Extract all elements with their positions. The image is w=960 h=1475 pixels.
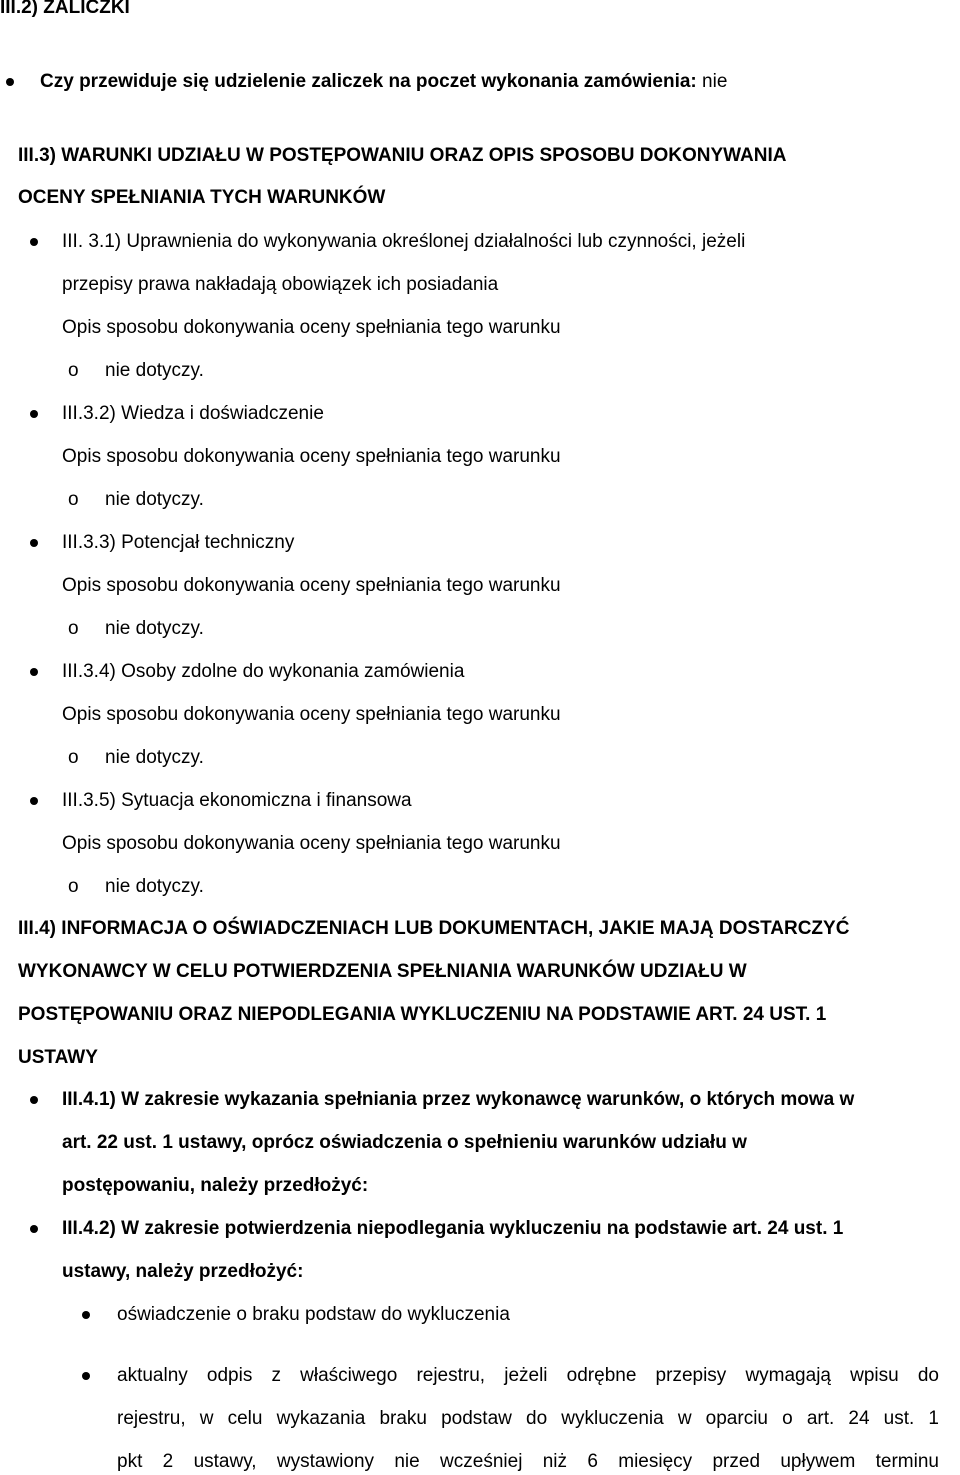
condition-title: III.3.5) Sytuacja ekonomiczna i finansowa — [62, 790, 412, 811]
opis-label: Opis sposobu dokonywania oceny spełniania tego warunku — [62, 446, 561, 467]
document-item: aktualny odpis z właściwego rejestru, jeżeli odrębne przepisy wymagają wpisu do — [117, 1365, 939, 1386]
requirement-title: III.4.1) W zakresie wykazania spełniania przez wykonawcę warunków, o których mowa w — [62, 1089, 855, 1110]
opis-label: Opis sposobu dokonywania oceny spełniania tego warunku — [62, 575, 561, 596]
requirement-title: III.4.2) W zakresie potwierdzenia niepodlegania wykluczeniu na podstawie art. 24 ust. 1 — [62, 1218, 844, 1239]
bullet-icon — [82, 1372, 90, 1380]
section-title-iii4-line4: USTAWY — [18, 1047, 98, 1068]
bullet-icon — [30, 539, 38, 547]
not-applicable: nie dotyczy. — [105, 618, 204, 639]
condition-title: III. 3.1) Uprawnienia do wykonywania określonej działalności lub czynności, jeżeli — [62, 231, 746, 252]
bullet-icon — [30, 1096, 38, 1104]
not-applicable: nie dotyczy. — [105, 876, 204, 897]
circle-bullet-icon: o — [68, 618, 79, 639]
advance-answer: nie — [702, 71, 728, 92]
section-title-iii4-line3: POSTĘPOWANIU ORAZ NIEPODLEGANIA WYKLUCZENIU NA PODSTAWIE ART. 24 UST. 1 — [18, 1004, 827, 1025]
circle-bullet-icon: o — [68, 876, 79, 897]
condition-title-cont: przepisy prawa nakładają obowiązek ich posiadania — [62, 274, 499, 295]
bullet-icon — [30, 668, 38, 676]
document-item-cont: pkt 2 ustawy, wystawiony nie wcześniej niż 6 miesięcy przed upływem terminu — [117, 1451, 939, 1472]
section-title-iii2: III.2) ZALICZKI — [0, 0, 130, 18]
section-title-iii3-line1: III.3) WARUNKI UDZIAŁU W POSTĘPOWANIU ORAZ OPIS SPOSOBU DOKONYWANIA — [18, 145, 787, 166]
condition-title: III.3.4) Osoby zdolne do wykonania zamówienia — [62, 661, 465, 682]
bullet-icon — [82, 1311, 90, 1319]
circle-bullet-icon: o — [68, 360, 79, 381]
section-title-iii4-line1: III.4) INFORMACJA O OŚWIADCZENIACH LUB DOKUMENTACH, JAKIE MAJĄ DOSTARCZYĆ — [18, 918, 850, 939]
requirement-title-cont: art. 22 ust. 1 ustawy, oprócz oświadczenia o spełnieniu warunków udziału w — [62, 1132, 747, 1153]
bullet-icon — [30, 1225, 38, 1233]
advance-question — [40, 70, 727, 94]
document-item-cont: rejestru, w celu wykazania braku podstaw do wykluczenia w oparciu o art. 24 ust. 1 — [117, 1408, 939, 1429]
not-applicable: nie dotyczy. — [105, 489, 204, 510]
circle-bullet-icon: o — [68, 747, 79, 768]
opis-label: Opis sposobu dokonywania oceny spełniania tego warunku — [62, 704, 561, 725]
advance-question-text: Czy przewiduje się udzielenie zaliczek na poczet wykonania zamówienia: — [40, 71, 697, 92]
bullet-icon — [6, 78, 14, 86]
bullet-icon — [30, 410, 38, 418]
opis-label: Opis sposobu dokonywania oceny spełniania tego warunku — [62, 317, 561, 338]
condition-title: III.3.3) Potencjał techniczny — [62, 532, 295, 553]
not-applicable: nie dotyczy. — [105, 747, 204, 768]
document-item: oświadczenie o braku podstaw do wykluczenia — [117, 1304, 510, 1325]
requirement-title-cont: ustawy, należy przedłożyć: — [62, 1261, 304, 1282]
bullet-icon — [30, 238, 38, 246]
requirement-title-cont: postępowaniu, należy przedłożyć: — [62, 1175, 369, 1196]
bullet-icon — [30, 797, 38, 805]
section-title-iii3-line2: OCENY SPEŁNIANIA TYCH WARUNKÓW — [18, 187, 386, 208]
condition-title: III.3.2) Wiedza i doświadczenie — [62, 403, 324, 424]
section-title-iii4-line2: WYKONAWCY W CELU POTWIERDZENIA SPEŁNIANIA WARUNKÓW UDZIAŁU W — [18, 961, 747, 982]
circle-bullet-icon: o — [68, 489, 79, 510]
opis-label: Opis sposobu dokonywania oceny spełniania tego warunku — [62, 833, 561, 854]
not-applicable: nie dotyczy. — [105, 360, 204, 381]
